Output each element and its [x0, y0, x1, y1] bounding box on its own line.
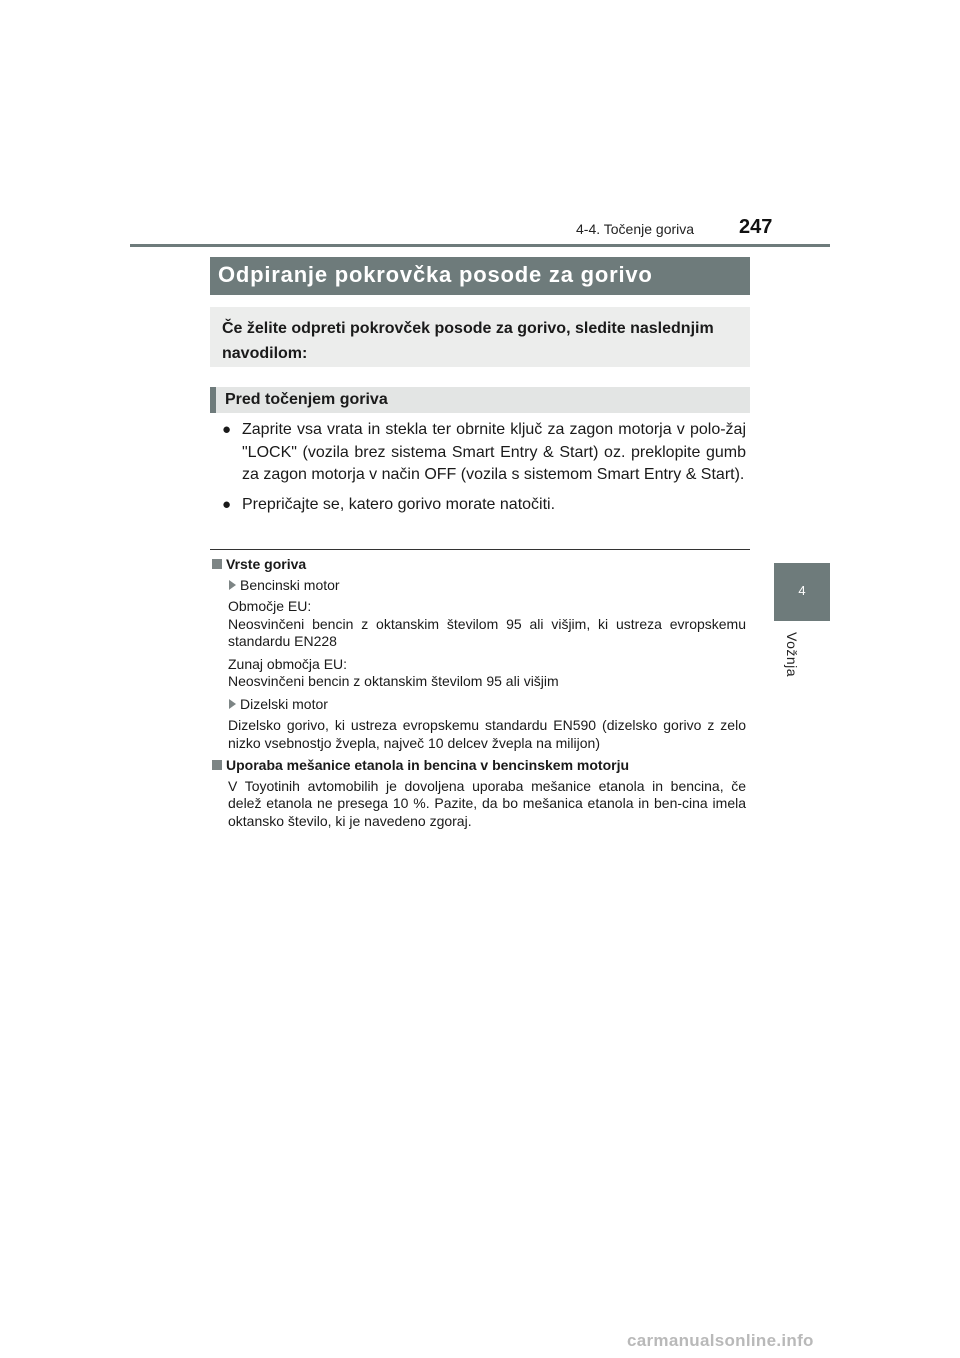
triangle-bullet-icon [229, 580, 236, 590]
subheading-bar [210, 387, 750, 413]
page-number: 247 [739, 216, 773, 238]
header-divider [130, 244, 830, 247]
section-title: Odpiranje pokrovčka posode za gorivo [218, 262, 653, 287]
header-section-title: 4-4. Točenje goriva [576, 221, 695, 237]
bullet-text: Zaprite vsa vrata in stekla ter obrnite ključ za zagon motorja v polo-žaj "LOCK" (vozila brez sistema Smart Entry & Start) oz. preklopite gumb za zagon motorja v način OFF (vozila s sistemom Smart Entry & Start). [242, 421, 746, 483]
subheading: Pred točenjem goriva [225, 391, 388, 408]
square-bullet-icon [212, 559, 222, 569]
bullet-dot-icon: ● [222, 421, 232, 438]
bullet-item [222, 419, 746, 487]
chapter-tab [774, 563, 830, 621]
triangle-bullet-icon [229, 699, 236, 709]
chapter-number: 4 [798, 583, 806, 598]
intro-box [210, 307, 750, 367]
section-title-bar [210, 257, 750, 295]
note-paragraph-diesel: Dizelsko gorivo, ki ustreza evropskemu standardu EN590 (dizelsko gorivo z zelo nizko vsebnostjo žvepla, največ 10 delcev žvepla na milijon) [228, 717, 746, 751]
note-heading-ethanol: Uporaba mešanice etanola in bencina v bencinskem motorju [210, 757, 746, 775]
square-bullet-icon [212, 760, 222, 770]
note-heading-fuel-types: Vrste goriva [210, 556, 746, 574]
note-paragraph-non-eu: Zunaj območja EU: Neosvinčeni bencin z oktanskim številom 95 ali višjim [228, 655, 559, 689]
note-paragraph-eu: Območje EU: Neosvinčeni bencin z oktanskim številom 95 ali višjim, ki ustreza evropskemu standardu EN228 [228, 598, 746, 649]
note-subitem-petrol: Bencinski motor [210, 577, 746, 595]
watermark: carmanualsonline.info [627, 1331, 814, 1350]
note-paragraph-ethanol: V Toyotinih avtomobilih je dovoljena uporaba mešanice etanola in bencina, če delež etanola ne presega 10 %. Pazite, da bo mešanica etanola in ben-cina imela oktansko število, ki je navedeno zgoraj. [228, 777, 746, 829]
chapter-label: Vožnja [784, 632, 800, 678]
bullet-list [222, 419, 746, 523]
note-subitem-diesel: Dizelski motor [210, 696, 746, 714]
notes-divider [210, 549, 750, 550]
notes-section [210, 556, 746, 835]
bullet-text: Prepričajte se, katero gorivo morate natočiti. [242, 495, 556, 513]
bullet-dot-icon: ● [222, 495, 232, 513]
intro-text: Če želite odpreti pokrovček posode za gorivo, sledite naslednjim navodilom: [222, 320, 714, 362]
bullet-item [222, 494, 746, 517]
